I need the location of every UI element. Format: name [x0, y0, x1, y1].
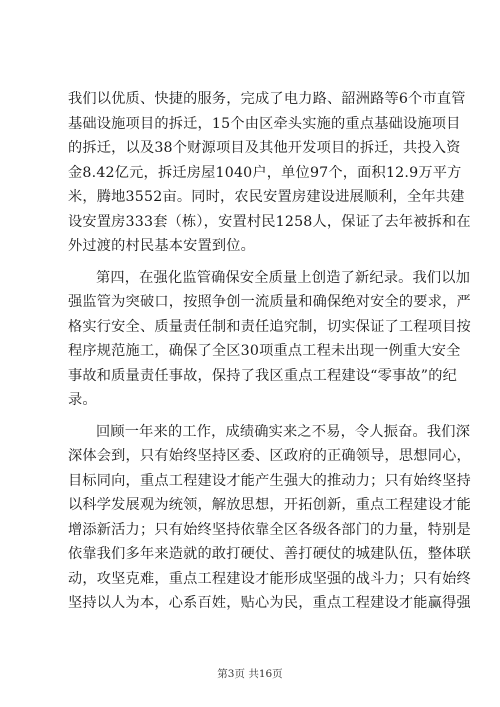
text-line: 基础设施项目的拆迁，15个由区牵头实施的重点基础设施项目 [68, 115, 461, 132]
document-body [68, 87, 471, 616]
text-line: 米，腾地3552亩。同时，农民安置房建设进展顺利，全年共建 [68, 189, 465, 205]
text-line: 录。 [68, 392, 97, 408]
text-line: 依靠我们多年来造就的敢打硬仗、善打硬仗的城建队伍，整体联 [68, 546, 471, 562]
text-line: 的拆迁，以及38个财源项目及其他开发项目的拆迁，共投入资 [68, 140, 461, 156]
paragraph-gap [68, 259, 434, 266]
text-line: 坚持以人为本，心系百姓，贴心为民，重点工程建设才能赢得强 [68, 595, 471, 611]
text-line: 金8.42亿元，拆迁房屋1040户，单位97个，面积12.9万平方 [68, 164, 462, 181]
text-line: 第四，在强化监管确保安全质量上创造了新纪录。我们以加 [96, 269, 471, 286]
text-line: 事故和质量责任事故，保持了我区重点工程建设“零事故”的纪 [68, 367, 457, 384]
text-line: 我们以优质、快捷的服务，完成了电力路、韶洲路等6个市直管 [68, 91, 466, 107]
text-line: 动，攻坚克难，重点工程建设才能形成坚强的战斗力；只有始终 [68, 570, 471, 587]
text-line: 格实行安全、质量责任制和责任追究制，切实保证了工程项目按 [68, 318, 471, 335]
text-line: 强监管为突破口，按照争创一流质量和确保绝对安全的要求，严 [68, 294, 471, 310]
page-number-footer: 第3页 共16页 [217, 668, 283, 680]
text-line: 增添新活力；只有始终坚持依靠全区各级各部门的力量，特别是 [68, 521, 471, 538]
text-line: 程序规范施工，确保了全区30项重点工程未出现一例重大安全 [68, 343, 461, 359]
text-line: 回顾一年来的工作，成绩确实来之不易，令人振奋。我们深 [96, 423, 471, 440]
text-line: 深体会到，只有始终坚持区委、区政府的正确领导，思想同心， [68, 448, 471, 464]
text-line: 设安置房333套（栋），安置村民1258人，保证了去年被拆和在 [68, 213, 471, 230]
paragraph-gap [68, 413, 434, 420]
text-line: 目标同向，重点工程建设才能产生强大的推动力；只有始终坚持 [68, 472, 471, 489]
text-line: 外过渡的村民基本安置到位。 [68, 238, 256, 254]
text-line: 以科学发展观为统领，解放思想，开拓创新，重点工程建设才能 [68, 497, 471, 513]
